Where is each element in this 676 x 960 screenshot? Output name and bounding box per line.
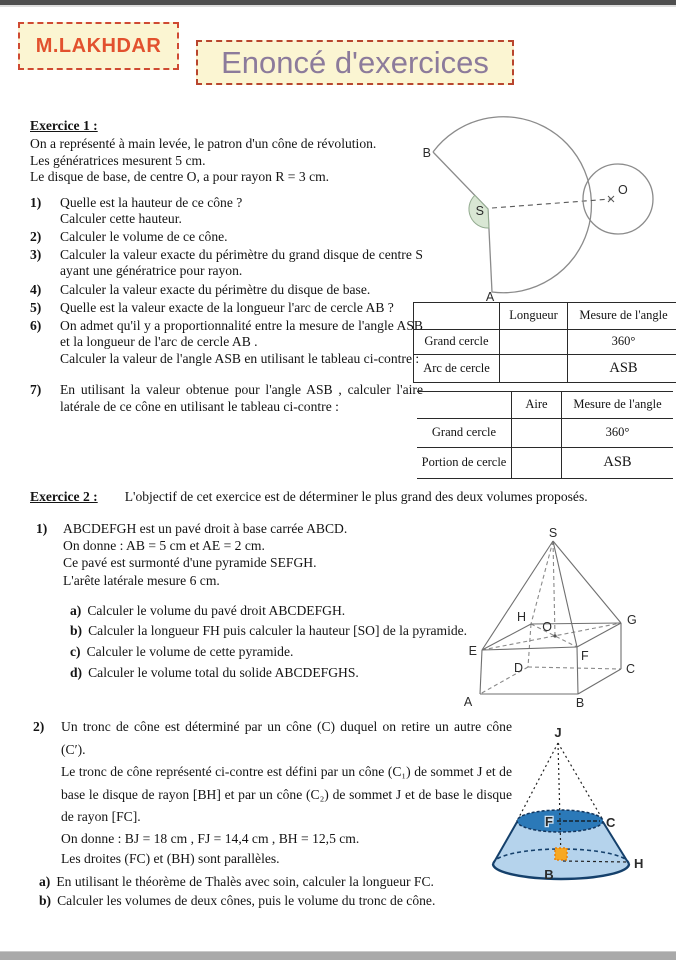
right-angle-marker xyxy=(555,848,567,860)
cone-sector-outline xyxy=(433,117,591,293)
label-S: S xyxy=(548,526,558,540)
label-J: J xyxy=(554,725,562,740)
label-A: A xyxy=(463,695,473,709)
label-O: O xyxy=(618,183,628,197)
label-B: B xyxy=(544,867,554,882)
pyramid-cuboid-figure xyxy=(460,517,676,712)
table-row: Longueur Mesure de l'angle xyxy=(414,303,676,330)
part2-paragraph: On donne : BJ = 18 cm , FJ = 14,4 cm , BH = 12,5 cm. xyxy=(61,830,360,846)
table-row: Portion de cercle ASB xyxy=(417,448,673,479)
center-dashed-line xyxy=(492,199,611,208)
table-aire-angle xyxy=(417,391,673,479)
label-C: C xyxy=(626,662,636,676)
part1-sub-c: c) Calculer le volume de cette pyramide. xyxy=(70,644,294,659)
table-row: Grand cercle 360° xyxy=(414,330,676,355)
ex1-intro-line: On a représenté à main levée, le patron d'un cône de révolution. xyxy=(30,136,377,152)
exercise-1-heading: Exercice 1 : xyxy=(30,118,98,133)
exercise-1 xyxy=(30,118,423,417)
ex1-question-1: 1) Quelle est la hauteur de ce cône ? Calculer cette hauteur. xyxy=(30,194,243,227)
exercise-2-objective: L'objectif de cet exercice est de déterminer le plus grand des deux volumes proposés. xyxy=(124,489,588,504)
ex1-question-list xyxy=(30,195,423,415)
base-disc-circle xyxy=(583,164,653,234)
ex1-question-4: 4) Calculer la valeur exacte du périmètre du disque de base. xyxy=(30,281,371,297)
part2-sub-b: b) Calculer les volumes de deux cônes, puis le volume du tronc de cône. xyxy=(39,892,436,908)
part2-subquestions xyxy=(39,872,512,910)
table-row: Arc de cercle ASB xyxy=(414,355,676,383)
top-border-strip xyxy=(0,0,676,7)
part1-sub-a: a) Calculer le volume du pavé droit ABCDEFGH. xyxy=(70,602,346,618)
label-G: G xyxy=(627,613,637,627)
ex1-question-7: 7) En utilisant la valeur obtenue pour l'angle ASB , calculer l'aire latérale de ce cône en utilisant le tableau ci-contre : xyxy=(30,382,423,414)
label-B: B xyxy=(575,696,585,710)
exercise-2-part-2: 2) Un tronc de cône est déterminé par un cône (C) duquel on retire un autre cône (C′). Le tronc de cône représenté ci-contre est défini par un cône (C₁) de sommet J et de base le disque de rayon [BH] et par un cône (C₂) de sommet J et de base le disque de rayon [FC]. On donne : BJ = 18 cm , FJ = 14,4 cm , BH = 12,5 cm. Les droites (FC) et (BH) sont parallèles. a) En utilisant le théorème de Thalès avec soin, calculer la longueur FC. b) Calculer les volumes de deux cônes, puis le volume du tronc de cône. xyxy=(33,716,512,910)
label-O: O xyxy=(542,620,552,634)
page-title: Enoncé d'exercices xyxy=(221,44,489,80)
ex1-question-5: 5) Quelle est la valeur exacte de la longueur l'arc de cercle AB ? xyxy=(30,300,394,316)
ex1-question-6: 6) On admet qu'il y a proportionnalité entre la mesure de l'angle ASB et la longueur de l'arc de cercle AB . Calculer la valeur de l'angle ASB en utilisant le tableau ci-contre : xyxy=(30,317,423,366)
label-C: C xyxy=(606,815,616,830)
part1-line: Ce pavé est surmonté d'une pyramide SEFGH. xyxy=(63,555,317,571)
ex1-question-2: 2) Calculer le volume de ce cône. xyxy=(30,228,228,244)
ex1-intro-line: Les génératrices mesurent 5 cm. xyxy=(30,152,206,168)
exercise-2-part-1: 1) ABCDEFGH est un pavé droit à base carrée ABCD. On donne : AB = 5 cm et AE = 2 cm. Ce pavé est surmonté d'une pyramide SEFGH. L'arête latérale mesure 6 cm. a) Calculer le volume du pavé droit ABCDEFGH. b) Calculer la longueur FH puis calculer la hauteur [SO] de la pyramide. c) Calculer le volume de cette pyramide. d) Calculer le volume total du solide ABCDEFGHS. xyxy=(36,520,473,683)
bottom-border-strip xyxy=(0,951,676,960)
label-H: H xyxy=(634,856,644,871)
part1-sub-b: b) Calculer la longueur FH puis calculer la hauteur [SO] de la pyramide. xyxy=(70,623,468,639)
part1-line: On donne : AB = 5 cm et AE = 2 cm. xyxy=(63,538,265,554)
label-A: A xyxy=(485,290,495,304)
part1-subquestions xyxy=(70,601,467,683)
label-F: F xyxy=(581,649,589,663)
label-H: H xyxy=(516,610,526,624)
label-F: F xyxy=(545,814,553,829)
ex1-intro-line: Le disque de base, de centre O, a pour rayon R = 3 cm. xyxy=(30,169,330,185)
part2-sub-a: a) En utilisant le théorème de Thalès avec soin, calculer la longueur FC. xyxy=(39,873,434,889)
part1-sub-d: d) Calculer le volume total du solide ABCDEFGHS. xyxy=(70,664,359,680)
title-box xyxy=(196,40,514,85)
label-E: E xyxy=(468,644,477,658)
table-row: Grand cercle 360° xyxy=(417,419,673,448)
table-row: Aire Mesure de l'angle xyxy=(417,392,673,419)
cone-net-figure xyxy=(400,112,676,304)
exercise-2-heading: Exercice 2 : L'objectif de cet exercice est de déterminer le plus grand des deux volumes proposés. xyxy=(30,489,588,504)
part2-paragraph: Un tronc de cône est déterminé par un cône (C) duquel on retire un autre cône (C′). xyxy=(61,719,512,757)
part2-paragraph: Le tronc de cône représenté ci-contre est défini par un cône (C₁) de sommet J et de base le disque de rayon [BH] et par un cône (C₂) de sommet J et de base le disque de rayon [FC]. xyxy=(61,764,512,824)
label-D: D xyxy=(513,661,523,675)
author-box xyxy=(18,22,179,70)
ex1-question-3: 3) Calculer la valeur exacte du périmètre du grand disque de centre S ayant une génératrice pour rayon. xyxy=(30,246,423,279)
label-B: B xyxy=(422,146,431,160)
label-S: S xyxy=(475,204,484,218)
table-longueur-angle xyxy=(413,302,676,383)
center-point-O xyxy=(553,634,556,637)
author-name: M.LAKHDAR xyxy=(35,34,162,57)
part1-line: ABCDEFGH est un pavé droit à base carrée ABCD. xyxy=(63,521,348,536)
part1-line: L'arête latérale mesure 6 cm. xyxy=(63,572,220,588)
truncated-cone-figure xyxy=(480,712,676,917)
part2-paragraph: Les droites (FC) et (BH) sont parallèles. xyxy=(61,851,280,866)
